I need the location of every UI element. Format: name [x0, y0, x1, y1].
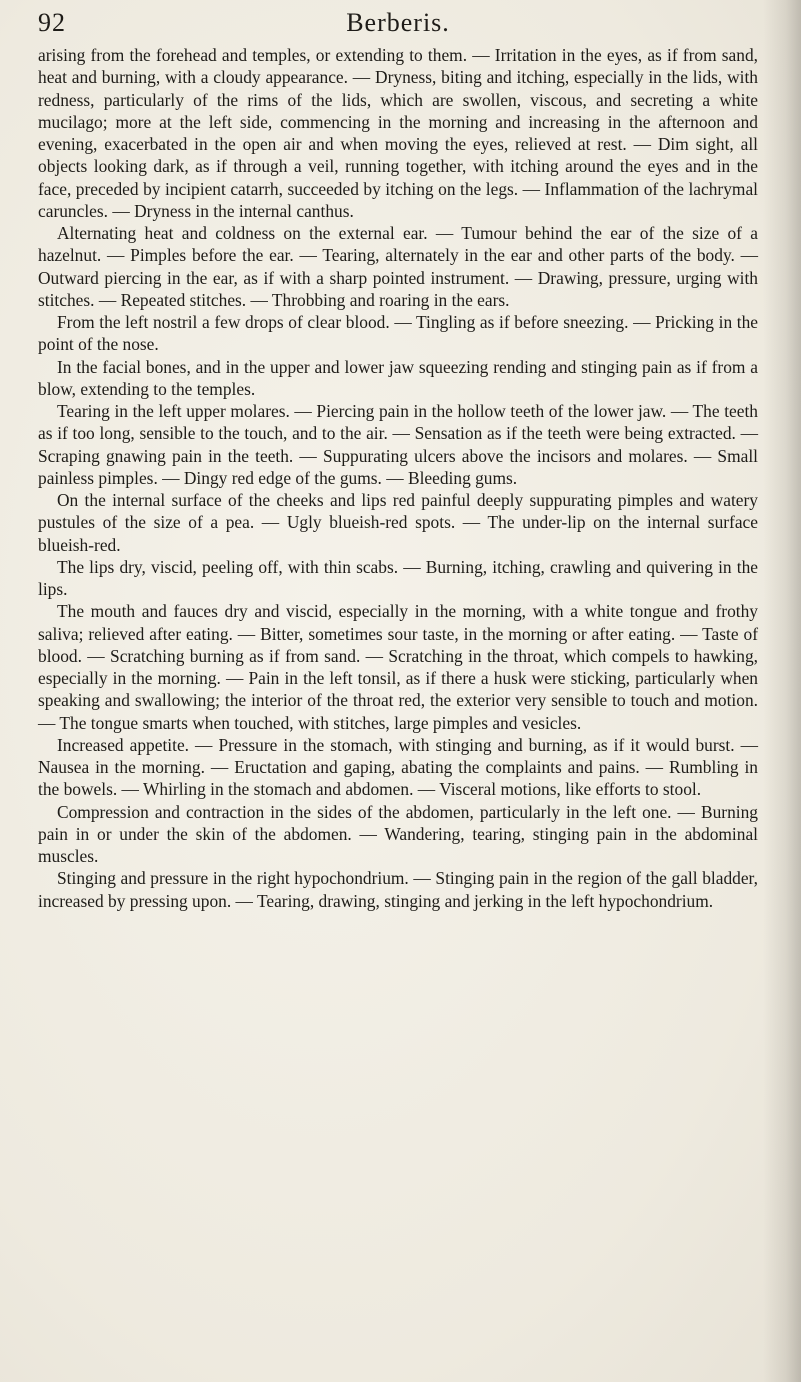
- running-title: Berberis.: [346, 8, 450, 37]
- paragraph-ears: Alternating heat and coldness on the external ear. — Tumour behind the ear of the size of a hazelnut. — Pimples before the ear. — Tearing, alternately in the ear and other parts of the body. — Outward piercing in the ear, as if with a sharp pointed instrument. — Drawing, pressure, urging with stitches. — Repeated stitches. — Throbbing and roaring in the ears.: [38, 223, 758, 310]
- paragraph-stomach: Increased appetite. — Pressure in the stomach, with stinging and burning, as if it would burst. — Nausea in the morning. — Eructation and gaping, abating the complaints and pains. — Rumbling in the bowels. — Whirling in the stomach and abdomen. — Visceral motions, like efforts to stool.: [38, 734, 758, 800]
- paragraph-eyes: arising from the forehead and temples, or extending to them. — Irritation in the eyes, as if from sand, heat and burning, with a cloudy appearance. — Dryness, biting and itching, especially in the lids, with redness, particularly of the rims of the lids, which are swollen, viscous, and secreting a white mucilago; more at the left side, commencing in the morning and increasing in the afternoon and evening, exacerbated in the open air and when moving the eyes, relieved at rest. — Dim sight, all objects looking dark, as if through a veil, running together, with itching around the eyes and in the face, preceded by incipient catarrh, succeeded by itching on the legs. — Inflammation of the lachrymal caruncles. — Dryness in the internal canthus.: [38, 45, 758, 221]
- paragraph-cheeks: On the internal surface of the cheeks and lips red painful deeply suppurating pimples and watery pustules of the size of a pea. — Ugly blueish-red spots. — The under-lip on the internal surface blueish-red.: [38, 490, 758, 555]
- paragraph-teeth: Tearing in the left upper molares. — Piercing pain in the hollow teeth of the lower jaw. — The teeth as if too long, sensible to the touch, and to the air. — Sensation as if the teeth were being extracted. — Scraping gnawing pain in the teeth. — Suppurating ulcers above the incisors and molares. — Small painless pimples. — Dingy red edge of the gums. — Bleeding gums.: [38, 401, 758, 488]
- body-text: [38, 44, 758, 912]
- page-gutter-shadow: [763, 0, 801, 1382]
- paragraph-lips: The lips dry, viscid, peeling off, with thin scabs. — Burning, itching, crawling and quivering in the lips.: [38, 556, 758, 599]
- page-number: 92: [38, 8, 66, 37]
- paragraph-hypochondrium: Stinging and pressure in the right hypochondrium. — Stinging pain in the region of the gall bladder, increased by pressing upon. — Tearing, drawing, stinging and jerking in the left hypochondrium.: [38, 868, 758, 911]
- paragraph-nose: From the left nostril a few drops of clear blood. — Tingling as if before sneezing. — Pricking in the point of the nose.: [38, 312, 758, 355]
- paragraph-face: In the facial bones, and in the upper and lower jaw squeezing rending and stinging pain as if from a blow, extending to the temples.: [38, 356, 758, 399]
- paragraph-mouth: The mouth and fauces dry and viscid, especially in the morning, with a white tongue and frothy saliva; relieved after eating. — Bitter, sometimes sour taste, in the morning or after eating. — Taste of blood. — Scratching burning as if from sand. — Scratching in the throat, which compels to hawking, especially in the morning. — Pain in the left tonsil, as if there a husk were sticking, particularly when speaking and swallowing; the interior of the throat red, the exterior very sensible to touch and motion. — The tongue smarts when touched, with stitches, large pimples and vesicles.: [38, 601, 758, 733]
- page-header: [38, 8, 758, 42]
- paragraph-abdomen: Compression and contraction in the sides of the abdomen, particularly in the left one. — Burning pain in or under the skin of the abdomen. — Wandering, tearing, stinging pain in the abdominal muscles.: [38, 801, 758, 866]
